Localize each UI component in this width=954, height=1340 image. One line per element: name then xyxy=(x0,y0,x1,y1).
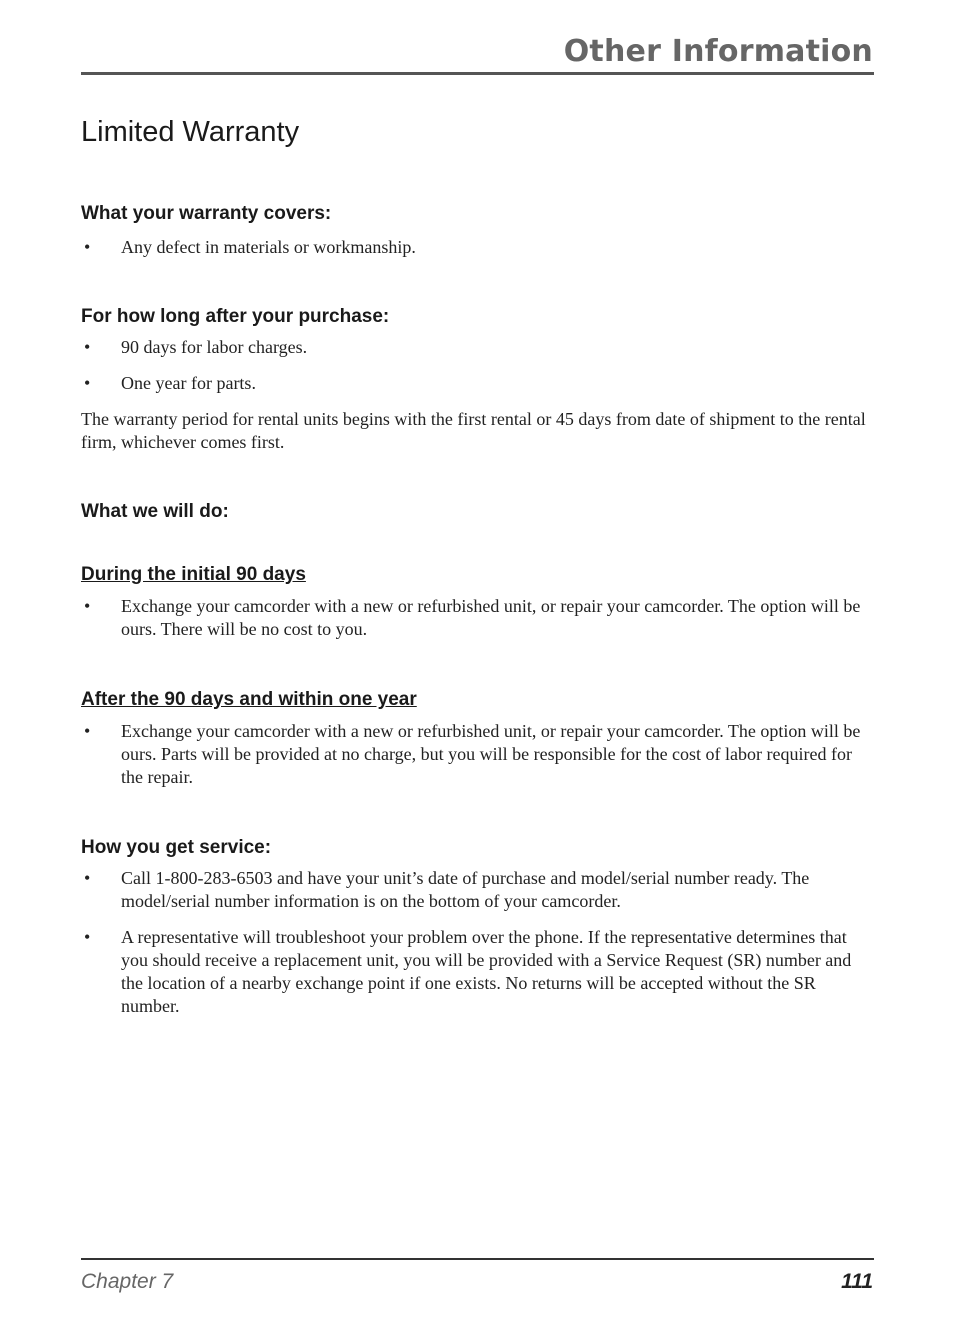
list-item-text: Exchange your camcorder with a new or refurbished unit, or repair your camcorder. The option will be ours. There will be no cost to you. xyxy=(121,596,861,639)
bullet: • xyxy=(84,868,91,888)
footer-chapter: Chapter 7 xyxy=(81,1270,174,1293)
header-rule xyxy=(81,72,874,75)
list-item-text: A representative will troubleshoot your problem over the phone. If the representative determines that you should receive a replacement unit, you will be provided with a Service Request (SR) number and the location of a nearby exchange point if one exists. No returns will be accepted without the SR number. xyxy=(121,927,852,1016)
list-item xyxy=(84,867,874,913)
bullet: • xyxy=(84,721,91,741)
list-item xyxy=(84,926,874,1018)
list-item xyxy=(84,595,874,641)
bullet: • xyxy=(84,237,91,257)
list-item xyxy=(84,336,874,359)
list-item xyxy=(84,236,874,259)
list-item xyxy=(84,720,874,789)
footer-rule xyxy=(81,1258,874,1260)
service-heading: How you get service: xyxy=(81,837,272,858)
page-title: Limited Warranty xyxy=(81,116,300,148)
what-we-do-heading: What we will do: xyxy=(81,501,229,522)
bullet: • xyxy=(84,373,91,393)
rental-paragraph: The warranty period for rental units begins with the first rental or 45 days from date of shipment to the rental firm, whichever comes first. xyxy=(81,409,866,452)
bullet: • xyxy=(84,927,91,947)
covers-heading: What your warranty covers: xyxy=(81,203,332,224)
list-item-text: 90 days for labor charges. xyxy=(121,337,308,357)
page-number: 111 xyxy=(841,1270,873,1293)
after-period-heading: After the 90 days and within one year xyxy=(81,689,417,710)
list-item xyxy=(84,372,874,395)
initial-period-heading: During the initial 90 days xyxy=(81,564,306,585)
list-item-text: Any defect in materials or workmanship. xyxy=(121,237,416,257)
bullet: • xyxy=(84,337,91,357)
section-header: Other Information xyxy=(563,34,873,69)
bullet: • xyxy=(84,596,91,616)
list-item-text: One year for parts. xyxy=(121,373,256,393)
list-item-text: Exchange your camcorder with a new or refurbished unit, or repair your camcorder. The option will be ours. Parts will be provided at no charge, but you will be responsible for the cost of labor required for the repair. xyxy=(121,721,861,787)
duration-heading: For how long after your purchase: xyxy=(81,306,390,327)
list-item-text: Call 1-800-283-6503 and have your unit’s date of purchase and model/serial number ready. The model/serial number information is on the bottom of your camcorder. xyxy=(121,868,810,911)
